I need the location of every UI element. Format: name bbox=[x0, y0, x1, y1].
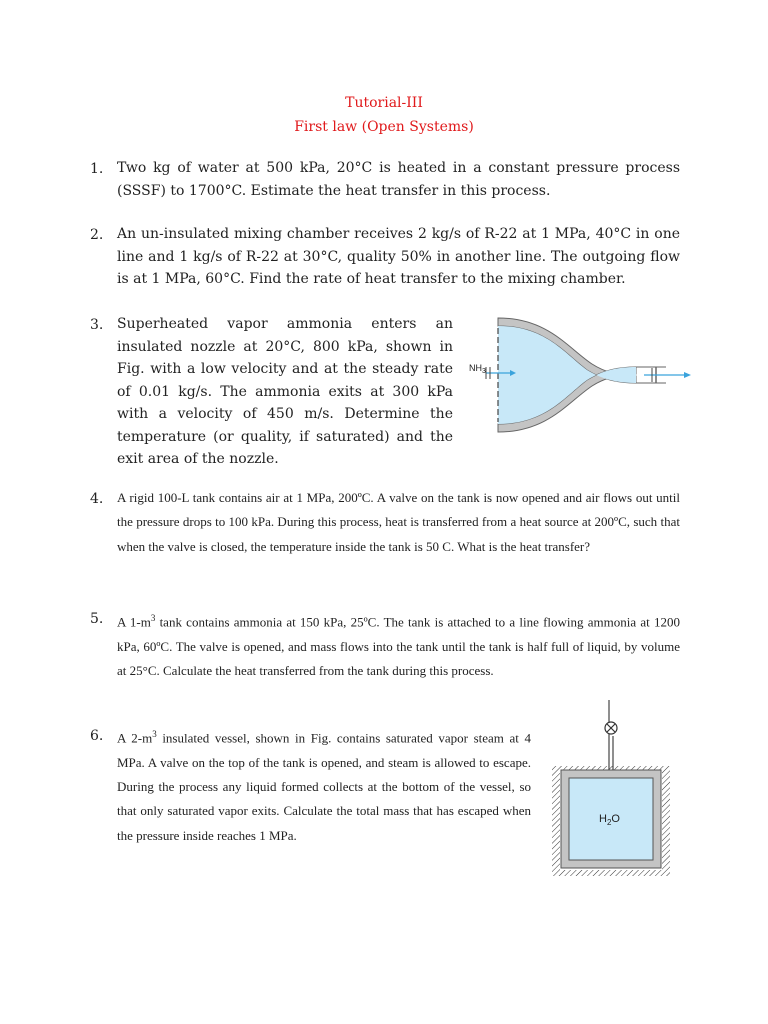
problem-6-number: 6. bbox=[90, 728, 104, 744]
vessel-label: $H_2O$ bbox=[599, 813, 620, 827]
problem-4-text: A rigid 100-L tank contains air at 1 MPa, 200ºC. A valve on the tank is now opened and air flows out until the pressure drops to 100 kPa. During this process, heat is transferred from a heat source at 200ºC, such that when the valve is closed, the temperature inside the tank is 50 C. What is the heat transfer? bbox=[117, 490, 680, 554]
problem-2-number: 2. bbox=[90, 227, 104, 243]
problem-2-text: An un-insulated mixing chamber receives 2 kg/s of R-22 at 1 MPa, 40°C in one line and 1 kg/s of R-22 at 30°C, quality 50% in another line. The outgoing flow is at 1 MPa, 60°C. Find the rate of heat transfer to the mixing chamber. bbox=[117, 226, 680, 287]
problem-6-text bbox=[117, 722, 531, 848]
problem-6-sup: 3 bbox=[152, 729, 157, 739]
page-title: Tutorial-III bbox=[345, 95, 423, 111]
problem-5-text bbox=[117, 606, 680, 683]
nozzle-label: $NH_3$ bbox=[469, 363, 486, 375]
problem-5-text-a: A 1-m bbox=[117, 614, 151, 630]
problem-6-text-b: insulated vessel, shown in Fig. contains saturated vapor steam at 4 MPa. A valve on the top of the tank is opened, and steam is allowed to escape. During the process any liquid formed collects at the bottom of the vessel, so that only saturated vapor exits. Calculate the total mass that has escaped when the pressure inside reaches 1 MPa. bbox=[117, 730, 531, 843]
problem-5-number: 5. bbox=[90, 611, 104, 627]
nozzle-figure bbox=[466, 310, 698, 440]
problem-1-number: 1. bbox=[90, 161, 104, 177]
outlet-arrow-head bbox=[684, 372, 691, 378]
problem-5-text-b: tank contains ammonia at 150 kPa, 25ºC. The tank is attached to a line flowing ammonia at 1200 kPa, 60ºC. The valve is opened, and mass flows into the tank until the tank is half full of liquid, by volume at 25°C. Calculate the heat transferred from the tank during this process. bbox=[117, 614, 680, 678]
nozzle-fluid bbox=[498, 326, 636, 424]
vessel-figure bbox=[548, 700, 674, 880]
problem-3-text: Superheated vapor ammonia enters an insulated nozzle at 20°C, 800 kPa, shown in Fig. with a low velocity and at the steady rate of 0.01 kg/s. The ammonia exits at 300 kPa with a velocity of 450 m/s. Determine the temperature (or quality, if saturated) and the exit area of the nozzle. bbox=[117, 316, 453, 467]
problem-6-text-a: A 2-m bbox=[117, 730, 153, 746]
problem-5-sup: 3 bbox=[150, 613, 156, 623]
problem-3-number: 3. bbox=[90, 317, 104, 333]
problem-1-text: Two kg of water at 500 kPa, 20°C is heated in a constant pressure process (SSSF) to 1700°C. Estimate the heat transfer in this process. bbox=[117, 160, 680, 199]
page-subtitle: First law (Open Systems) bbox=[294, 119, 474, 135]
problem-4-number: 4. bbox=[90, 491, 104, 507]
